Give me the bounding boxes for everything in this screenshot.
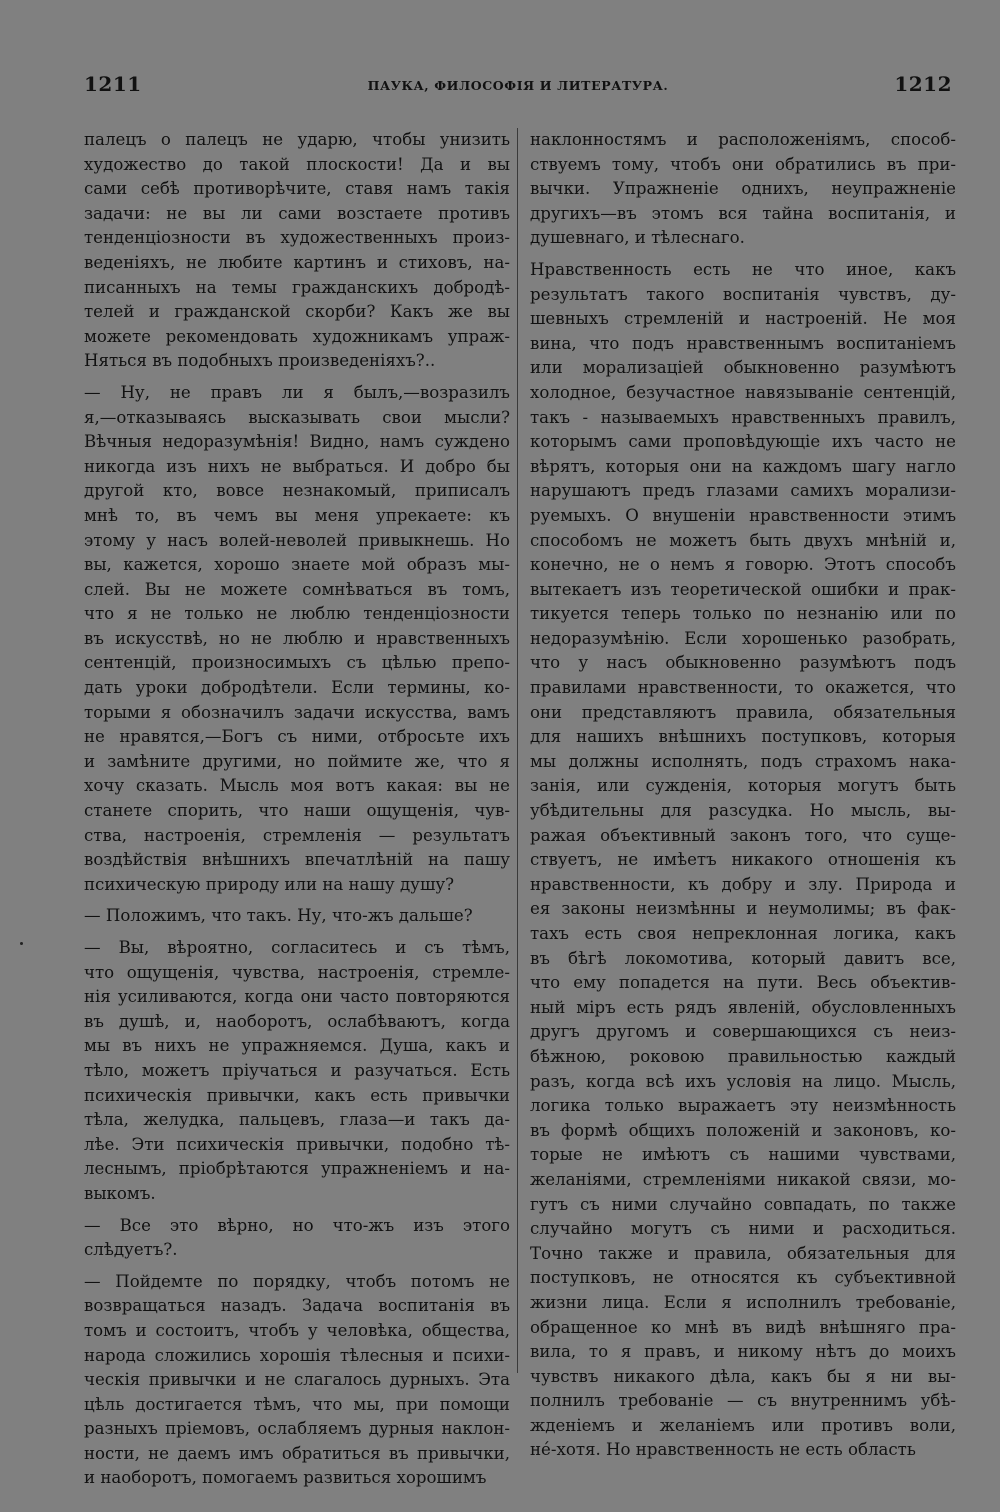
page-header bbox=[84, 72, 952, 106]
text-line: логика только выражаетъ эту неизмѣнность bbox=[530, 1096, 956, 1116]
text-line: слей. Вы не можете сомнѣваться въ томъ, bbox=[84, 579, 510, 599]
text-line: недоразумѣнію. Если хорошенько разобрать, bbox=[530, 628, 956, 648]
text-line: лѣе. Эти психическія привычки, подобно тѣ- bbox=[84, 1134, 510, 1154]
text-line: — Пойдемте по порядку, чтобъ потомъ не bbox=[84, 1271, 510, 1291]
text-line: ческія привычки и не слагалось дурныхъ. Эта bbox=[84, 1370, 510, 1390]
text-line: тѣла, желудка, пальцевъ, глаза—и такъ да- bbox=[84, 1110, 510, 1130]
text-line: телей и гражданской скорби? Какъ же вы bbox=[84, 302, 510, 322]
text-line: — Ну, не правъ ли я былъ,—возразилъ bbox=[84, 382, 510, 402]
text-line: ствуемъ тому, чтобъ они обратились въ при- bbox=[530, 154, 956, 174]
text-line: способомъ не можетъ быть двухъ мнѣній и, bbox=[530, 530, 956, 550]
text-line: дать уроки добродѣтели. Если термины, ко- bbox=[84, 678, 510, 698]
text-line: вина, что подъ нравственнымъ воспитаніемъ bbox=[530, 333, 956, 353]
text-line: что ощущенія, чувства, настроенія, стремле- bbox=[84, 962, 510, 982]
text-line: конечно, не о немъ я говорю. Этотъ способъ bbox=[530, 555, 956, 575]
text-line: слѣдуетъ?. bbox=[84, 1240, 178, 1260]
text-line: разъ, когда всѣ ихъ условія на лицо. Мысль, bbox=[530, 1071, 956, 1091]
text-line: Нравственность есть не что иное, какъ bbox=[530, 259, 956, 279]
text-line: писанныхъ на темы гражданскихъ добродѣ- bbox=[84, 277, 510, 297]
text-line: холодное, безучастное навязываніе сентенцій, bbox=[530, 382, 956, 402]
text-line: можете рекомендовать художникамъ упраж- bbox=[84, 326, 510, 346]
text-line: другихъ—въ этомъ вся тайна воспитанія, и bbox=[530, 203, 956, 223]
text-line: нравственности, къ добру и злу. Природа и bbox=[530, 874, 956, 894]
text-line: нé-хотя. Но нравственность не есть область bbox=[530, 1440, 916, 1460]
text-line: ея законы неизмѣнны и неумолимы; въ фак- bbox=[530, 899, 956, 919]
text-line: поступковъ, не относятся къ субъективной bbox=[530, 1268, 956, 1288]
text-line: — Все это вѣрно, но что-жъ изъ этого bbox=[84, 1215, 510, 1235]
text-line: шевныхъ стремленій и настроеній. Не моя bbox=[530, 309, 956, 329]
text-line: въ искусствѣ, но не люблю и нравственныхъ bbox=[84, 628, 510, 648]
text-line: они представляютъ правила, обязательныя bbox=[530, 702, 956, 722]
text-line: никогда изъ нихъ не выбраться. И добро бы bbox=[84, 456, 510, 476]
text-line: сами себѣ противорѣчите, ставя намъ такія bbox=[84, 179, 510, 199]
text-line: бѣжною, роковою правильностью каждый bbox=[530, 1046, 956, 1066]
text-line: народа сложились хорошія тѣлесныя и психи- bbox=[84, 1345, 510, 1365]
text-line: душевнаго, и тѣлеснаго. bbox=[530, 228, 745, 248]
text-line: что ему попадется на пути. Весь объектив- bbox=[530, 973, 956, 993]
left-text-column bbox=[84, 128, 510, 1491]
text-line: нарушаютъ предъ глазами самихъ морализи- bbox=[530, 481, 956, 501]
text-line: не нравятся,—Богъ съ ними, отбросьте ихъ bbox=[84, 727, 510, 747]
text-line: я,—отказываясь высказывать свои мысли? bbox=[84, 407, 510, 427]
text-line: психическія привычки, какъ есть привычки bbox=[84, 1085, 510, 1105]
column-divider bbox=[517, 128, 518, 1373]
text-line: въ душѣ, и, наоборотъ, ослабѣваютъ, когда bbox=[84, 1011, 510, 1031]
text-line: мнѣ то, въ чемъ вы меня упрекаете: къ bbox=[84, 505, 510, 525]
text-line: выкомъ. bbox=[84, 1183, 156, 1203]
text-line: вычки. Упражненіе однихъ, неупражненіе bbox=[530, 179, 956, 199]
text-line: вила, то я правъ, и никому нѣтъ до моихъ bbox=[530, 1342, 956, 1362]
text-line: случайно могутъ съ ними и расходиться. bbox=[530, 1219, 956, 1239]
text-line: палецъ о палецъ не ударю, чтобы унизить bbox=[84, 130, 510, 149]
text-line: тахъ есть своя непреклонная логика, какъ bbox=[530, 924, 956, 943]
text-line: тенденціозности въ художественныхъ произ- bbox=[84, 228, 510, 248]
text-line: Вѣчныя недоразумѣнія! Видно, намъ суждено bbox=[84, 432, 510, 452]
text-line: правилами нравственности, то окажется, что bbox=[530, 678, 956, 698]
text-line: вѣрятъ, которыя они на каждомъ шагу нагло bbox=[530, 456, 956, 476]
print-speck bbox=[20, 942, 23, 945]
text-line: ства, настроенія, стремленія — результатъ bbox=[84, 825, 510, 845]
text-line: разныхъ пріемовъ, ослабляемъ дурныя наклон- bbox=[84, 1419, 510, 1439]
text-line: убѣдительны для разсудка. Но мысль, вы- bbox=[530, 801, 956, 821]
text-line: торые не имѣютъ съ нашими чувствами, bbox=[530, 1145, 956, 1165]
text-line: цѣль достигается тѣмъ, что мы, при помощи bbox=[84, 1394, 510, 1414]
text-line: Няться въ подобныхъ произведеніяхъ?.. bbox=[84, 351, 436, 371]
text-line: или морализаціей обыкновенно разумѣютъ bbox=[530, 358, 956, 378]
text-line: ный міръ есть рядъ явленій, обусловленныхъ bbox=[530, 997, 956, 1017]
text-line: результатъ такого воспитанія чувствъ, ду- bbox=[530, 284, 956, 304]
text-line: вы, кажется, хорошо знаете мой образъ мы- bbox=[84, 555, 510, 575]
text-line: мы въ нихъ не упражняемся. Душа, какъ и bbox=[84, 1036, 510, 1056]
text-line: занія, или сужденія, которыя могутъ быть bbox=[530, 776, 956, 796]
text-line: гутъ съ ними случайно совпадать, по также bbox=[530, 1194, 956, 1214]
text-line: что у насъ обыкновенно разумѣютъ подъ bbox=[530, 653, 956, 673]
right-text-column bbox=[530, 128, 956, 1463]
text-line: этому у насъ волей-неволей привыкнешь. Но bbox=[84, 530, 510, 550]
text-line: вытекаетъ изъ теоретической ошибки и прак- bbox=[530, 579, 956, 599]
text-line: жизни лица. Если я исполнилъ требованіе, bbox=[530, 1292, 956, 1312]
text-line: и замѣните другими, но поймите же, что я bbox=[84, 751, 510, 771]
text-line: сентенцій, произносимыхъ съ цѣлью препо- bbox=[84, 653, 510, 673]
text-line: леснымъ, пріобрѣтаются упражненіемъ и на- bbox=[84, 1159, 510, 1179]
text-line: тѣло, можетъ пріучаться и разучаться. Есть bbox=[84, 1060, 510, 1080]
text-line: обращенное ко мнѣ въ видѣ внѣшняго пра- bbox=[530, 1317, 956, 1337]
text-line: другой кто, вовсе незнакомый, приписалъ bbox=[84, 481, 510, 501]
text-line: нія усиливаются, когда они часто повторяются bbox=[84, 987, 510, 1007]
text-line: чувствъ никакого дѣла, какъ бы я ни вы- bbox=[530, 1366, 956, 1386]
text-line: — Положимъ, что такъ. Ну, что-жъ дальше? bbox=[84, 906, 473, 926]
text-line: томъ и состоитъ, чтобъ у человѣка, общества, bbox=[84, 1320, 510, 1340]
right-column-number: 1212 bbox=[894, 72, 952, 96]
text-line: которымъ сами проповѣдующіе ихъ часто не bbox=[530, 432, 956, 452]
text-line: — Вы, вѣроятно, согласитесь и съ тѣмъ, bbox=[84, 938, 510, 957]
left-column-number: 1211 bbox=[84, 72, 142, 96]
text-line: для нашихъ внѣшнихъ поступковъ, которыя bbox=[530, 727, 956, 747]
text-line: возвращаться назадъ. Задача воспитанія въ bbox=[84, 1296, 510, 1316]
text-line: тикуется теперь только по незнанію или по bbox=[530, 604, 956, 624]
text-line: мы должны исполнять, подъ страхомъ нака- bbox=[530, 751, 956, 771]
text-line: художество до такой плоскости! Да и вы bbox=[84, 154, 510, 174]
text-line: въ формѣ общихъ положеній и законовъ, ко- bbox=[530, 1120, 956, 1140]
running-title: ПАУКА, ФИЛОСОФІЯ И ЛИТЕРАТУРА. bbox=[367, 78, 669, 93]
text-line: психическую природу или на нашу душу? bbox=[84, 874, 455, 894]
text-line: другъ другомъ и совершающихся съ неиз- bbox=[530, 1022, 956, 1042]
text-line: ствуетъ, не имѣетъ никакого отношенія къ bbox=[530, 850, 956, 870]
text-line: руемыхъ. О внушеніи нравственности этимъ bbox=[530, 505, 956, 525]
text-line: хочу сказать. Мысль моя вотъ какая: вы не bbox=[84, 776, 510, 796]
text-line: станете спорить, что наши ощущенія, чув- bbox=[84, 801, 510, 821]
text-line: полнилъ требованіе — съ внутреннимъ убѣ- bbox=[530, 1391, 956, 1411]
text-line: торыми я обозначилъ задачи искусства, вамъ bbox=[84, 702, 510, 722]
text-line: задачи: не вы ли сами возстаете противъ bbox=[84, 203, 510, 223]
text-line: и наоборотъ, помогаемъ развиться хорошимъ bbox=[84, 1468, 487, 1488]
text-line: что я не только не люблю тенденціозности bbox=[84, 604, 510, 624]
text-line: желаніями, стремленіями никакой связи, мо- bbox=[530, 1169, 956, 1189]
text-line: наклонностямъ и расположеніямъ, способ- bbox=[530, 130, 956, 149]
text-line: въ бѣгѣ локомотива, который давитъ все, bbox=[530, 948, 956, 968]
text-line: ражая объективный законъ того, что суще- bbox=[530, 825, 956, 845]
text-line: такъ - называемыхъ нравственныхъ правилъ, bbox=[530, 407, 956, 427]
text-line: ности, не даемъ имъ обратиться въ привычки, bbox=[84, 1443, 510, 1463]
text-line: воздѣйствія внѣшнихъ впечатлѣній на пашу bbox=[84, 850, 510, 870]
text-line: Точно также и правила, обязательныя для bbox=[530, 1243, 956, 1263]
text-line: веденіяхъ, не любите картинъ и стиховъ, на- bbox=[84, 252, 510, 272]
text-line: жденіемъ и желаніемъ или противъ воли, bbox=[530, 1415, 956, 1435]
